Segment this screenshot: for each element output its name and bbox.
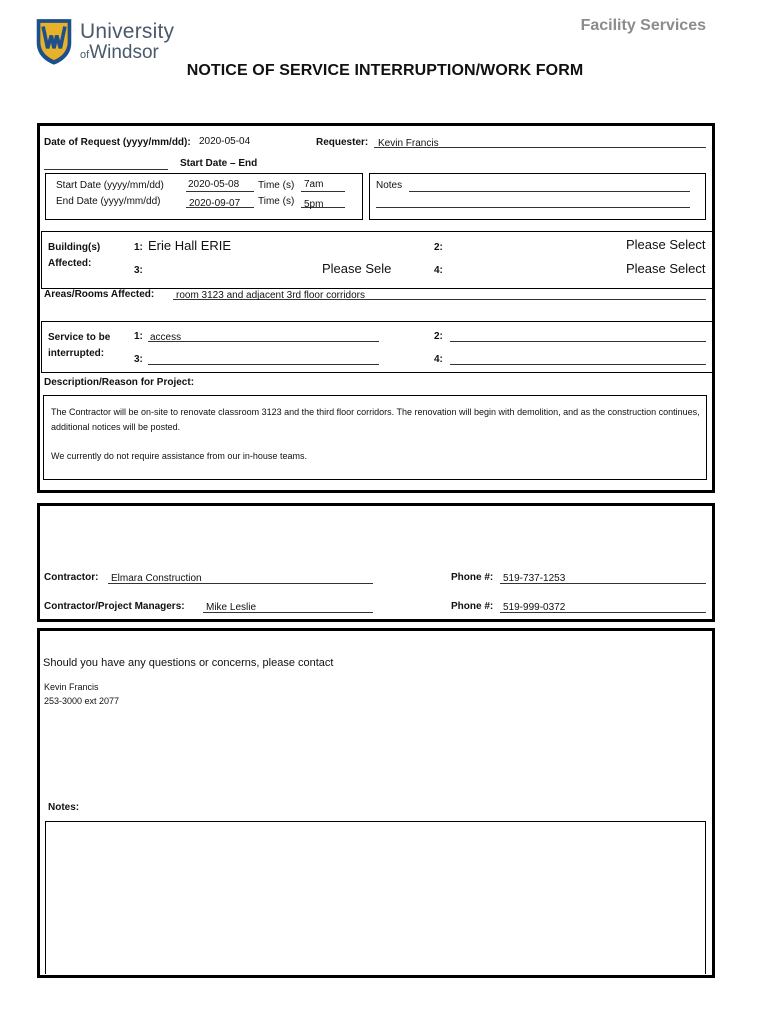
- areas-label: Areas/Rooms Affected:: [44, 289, 155, 300]
- date-of-request-label: Date of Request (yyyy/mm/dd):: [44, 137, 191, 148]
- start-time-value[interactable]: 7am: [304, 179, 324, 190]
- logo-university-text: University: [80, 20, 175, 43]
- logo-of-text: of: [80, 49, 90, 61]
- end-date-value[interactable]: 2020-09-07: [189, 198, 241, 209]
- building-1-number: 1:: [134, 242, 143, 253]
- requester-value[interactable]: Kevin Francis: [378, 138, 439, 149]
- building-4-select[interactable]: Please Select: [626, 261, 706, 276]
- building-3-select[interactable]: Please Sele: [322, 261, 392, 276]
- end-time-label: Time (s): [258, 196, 295, 207]
- service-1-value[interactable]: access: [150, 332, 182, 343]
- buildings-box: [41, 231, 715, 289]
- start-end-heading: Start Date – End: [180, 158, 258, 169]
- contact-name: Kevin Francis: [44, 682, 99, 692]
- contact-notes-box[interactable]: [45, 821, 706, 974]
- managers-phone-label: Phone #:: [451, 601, 494, 612]
- description-label: Description/Reason for Project:: [44, 377, 195, 388]
- building-1-select[interactable]: Erie Hall ERIE: [148, 238, 232, 253]
- requester-label: Requester:: [316, 137, 369, 148]
- service-3-line[interactable]: [148, 364, 379, 365]
- services-label-line2: interrupted:: [48, 348, 105, 359]
- left-blank-line: [44, 169, 168, 170]
- services-label-line1: Service to be: [48, 332, 111, 343]
- buildings-label-line2: Affected:: [48, 258, 92, 269]
- managers-phone-value[interactable]: 519-999-0372: [503, 602, 566, 613]
- contractor-phone-value[interactable]: 519-737-1253: [503, 573, 566, 584]
- areas-value[interactable]: room 3123 and adjacent 3rd floor corridors: [176, 290, 365, 301]
- university-logo: [34, 14, 74, 68]
- buildings-label-line1: Building(s): [48, 242, 101, 253]
- dates-notes-label: Notes: [376, 180, 403, 191]
- notes-box: [369, 173, 706, 220]
- building-3-number: 3:: [134, 265, 143, 276]
- contractor-phone-label: Phone #:: [451, 572, 494, 583]
- end-date-label: End Date (yyyy/mm/dd): [56, 196, 161, 207]
- start-date-value[interactable]: 2020-05-08: [188, 179, 240, 190]
- building-4-number: 4:: [434, 265, 443, 276]
- contact-notes-label: Notes:: [48, 802, 80, 813]
- service-1-number: 1:: [134, 331, 143, 342]
- building-2-number: 2:: [434, 242, 443, 253]
- managers-value[interactable]: Mike Leslie: [206, 602, 257, 613]
- services-box: [41, 321, 715, 373]
- service-4-number: 4:: [434, 354, 443, 365]
- logo-windsor-text: [80, 42, 159, 64]
- start-time-label: Time (s): [258, 180, 295, 191]
- description-paragraph-2: We currently do not require assistance from our in-house teams.: [51, 451, 307, 461]
- form-title: NOTICE OF SERVICE INTERRUPTION/WORK FORM: [186, 62, 584, 79]
- description-paragraph-1: The Contractor will be on-site to renovate classroom 3123 and the third floor corridors. The renovation will begin with demolition, and as the construction continues, additional notices will be posted.: [51, 407, 700, 432]
- start-date-label: Start Date (yyyy/mm/dd): [56, 180, 164, 191]
- contractor-label: Contractor:: [44, 572, 99, 583]
- contact-phone: 253-3000 ext 2077: [44, 696, 120, 706]
- logo-windsor-word: Windsor: [89, 42, 159, 63]
- service-1-line: [148, 341, 379, 342]
- start-date-line: [186, 191, 254, 192]
- service-4-line[interactable]: [450, 364, 706, 365]
- building-2-select[interactable]: Please Select: [626, 237, 706, 252]
- service-2-line[interactable]: [450, 341, 706, 342]
- service-2-number: 2:: [434, 331, 443, 342]
- date-of-request-value[interactable]: 2020-05-04: [199, 136, 251, 147]
- contractor-value[interactable]: Elmara Construction: [111, 573, 202, 584]
- service-3-number: 3:: [134, 354, 143, 365]
- contact-intro: Should you have any questions or concerns, please contact: [43, 657, 334, 669]
- dates-notes-line-1[interactable]: [409, 191, 690, 192]
- dates-notes-line-2[interactable]: [376, 207, 690, 208]
- end-time-value[interactable]: 5pm: [304, 199, 324, 210]
- start-time-line: [301, 191, 345, 192]
- department-name: Facility Services: [580, 17, 706, 34]
- managers-label: Contractor/Project Managers:: [44, 601, 185, 612]
